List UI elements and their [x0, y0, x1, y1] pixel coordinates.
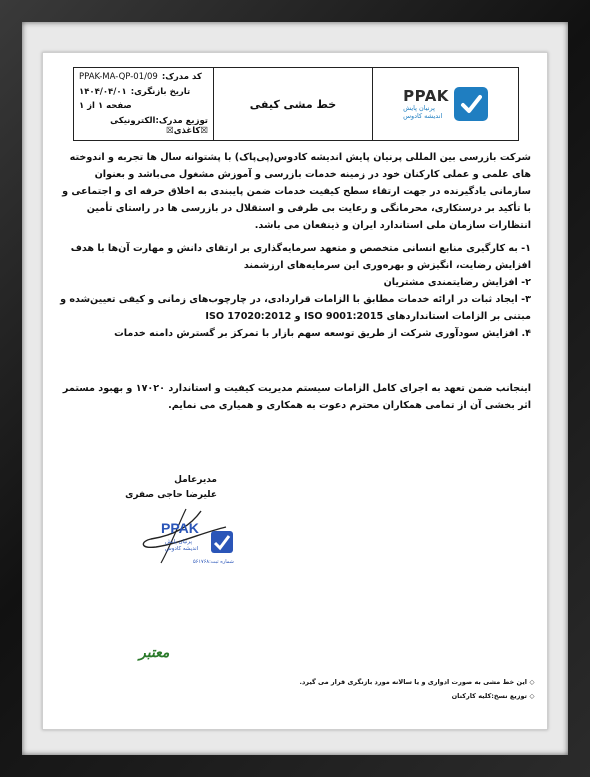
revision-date-row — [79, 87, 208, 97]
document-title-cell — [214, 68, 373, 140]
closing-paragraph: اینجانب ضمن تعهد به اجرای کامل الزامات سیستم مدیریت کیفیت و استاندارد ۱۷۰۲۰ و بهبود مستمر اثر بخشی آن از تمامی همکاران محترم دعوت به همکاری و همیاری می نمایم. — [62, 383, 531, 411]
policy-item-2: ۲- افزایش رضایتمندی مشتریان — [383, 277, 531, 288]
company-stamp — [131, 505, 241, 567]
footer-notes — [237, 675, 537, 703]
page-number-row — [79, 101, 208, 111]
distribution-label: توزیع مدرک:الکترونیکی ☒کاغذی☒ — [110, 115, 208, 136]
signature-block — [67, 473, 217, 503]
revision-date-label: تاریخ بازنگری: — [130, 86, 191, 97]
document-header-table — [73, 67, 519, 141]
revision-date-value: ۱۴۰۴/۰۴/۰۱ — [79, 86, 127, 97]
stamp-wordmark: PPAK — [161, 520, 199, 536]
footer-note-2: ◇توزیع نسخ:کلیه کارکنان — [451, 692, 535, 700]
doc-code-row — [79, 72, 208, 82]
policy-item-3: ۳- ایجاد ثبات در ارائه خدمات مطابق با الزامات قراردادی، در چارچوب‌های زمانی و کیفی تعیین‌شده و مبتنی بر الزامات استانداردهای ISO 9001:2015 و ISO 17020:2012 — [60, 294, 531, 322]
stamp-subtitle-2: اندیشه کادوس — [165, 546, 199, 552]
signatory-role: مدیرعامل — [174, 475, 217, 485]
logo-cell — [373, 68, 518, 140]
page-number: صفحه ۱ از ۱ — [79, 101, 132, 112]
doc-code-value: PPAK-MA-QP-01/09 — [79, 72, 158, 83]
document-control-cell — [74, 68, 214, 140]
valid-stamp-text: معتبر — [139, 645, 170, 661]
doc-code-label: کد مدرک: — [161, 72, 202, 83]
policy-item-4: ۴. افزایش سودآوری شرکت از طریق توسعه سهم بازار با تمرکز بر گسترش دامنه خدمات — [114, 328, 531, 339]
logo-subtitle-1: پرنیان پایش — [403, 104, 435, 112]
signatory-name: علیرضا حاجی صفری — [125, 490, 217, 500]
policy-item-1: ۱- به کارگیری منابع انسانی متخصص و متعهد سرمایه‌گذاری بر ارتقای دانش و مهارت آن‌ها با هدف افزایش رضایت، انگیزش و بهره‌وری این سرمایه‌های ارزشمند — [70, 243, 531, 271]
intro-paragraph: شرکت بازرسی بین المللی پرنیان پایش اندیشه کادوس(پی‌پاک) با پشتوانه سال ها تجربه و اندوخته های علمی و عملی کارکنان خود در زمینه خدمات بازرسی و آموزش مشغول می‌باشد و بعنوان سازمانی یادگیرنده در جهت ارتقاء سطح کیفیت خدمات ضمن پایبندی به اخلاق حرفه ای و اجتماعی و با تأکید بر درستکاری، محرمانگی و رعایت بی طرفی و استقلال در بازرسی ها در راستای تأمین انتظارات سازمان ملی استاندارد ایران و ذینفعان می باشد. — [62, 152, 531, 231]
logo-wordmark: PPAK — [403, 87, 449, 105]
document-page — [42, 52, 548, 730]
policy-body — [57, 149, 531, 414]
stamp-subtitle-1: پرنیان پایش — [165, 539, 192, 545]
stamp-registration: شماره ثبت:۵۶۱۷۶۸ — [193, 559, 234, 565]
logo-subtitle-2: اندیشه کادوس — [403, 112, 443, 120]
company-logo — [403, 87, 488, 121]
document-title: خط مشی کیفی — [249, 97, 337, 111]
distribution-row — [79, 116, 208, 136]
footer-note-1: ◇این خط مشی به صورت ادواری و یا سالانه مورد بازنگری قرار می گیرد. — [299, 678, 535, 686]
checkmark-icon — [454, 87, 488, 121]
